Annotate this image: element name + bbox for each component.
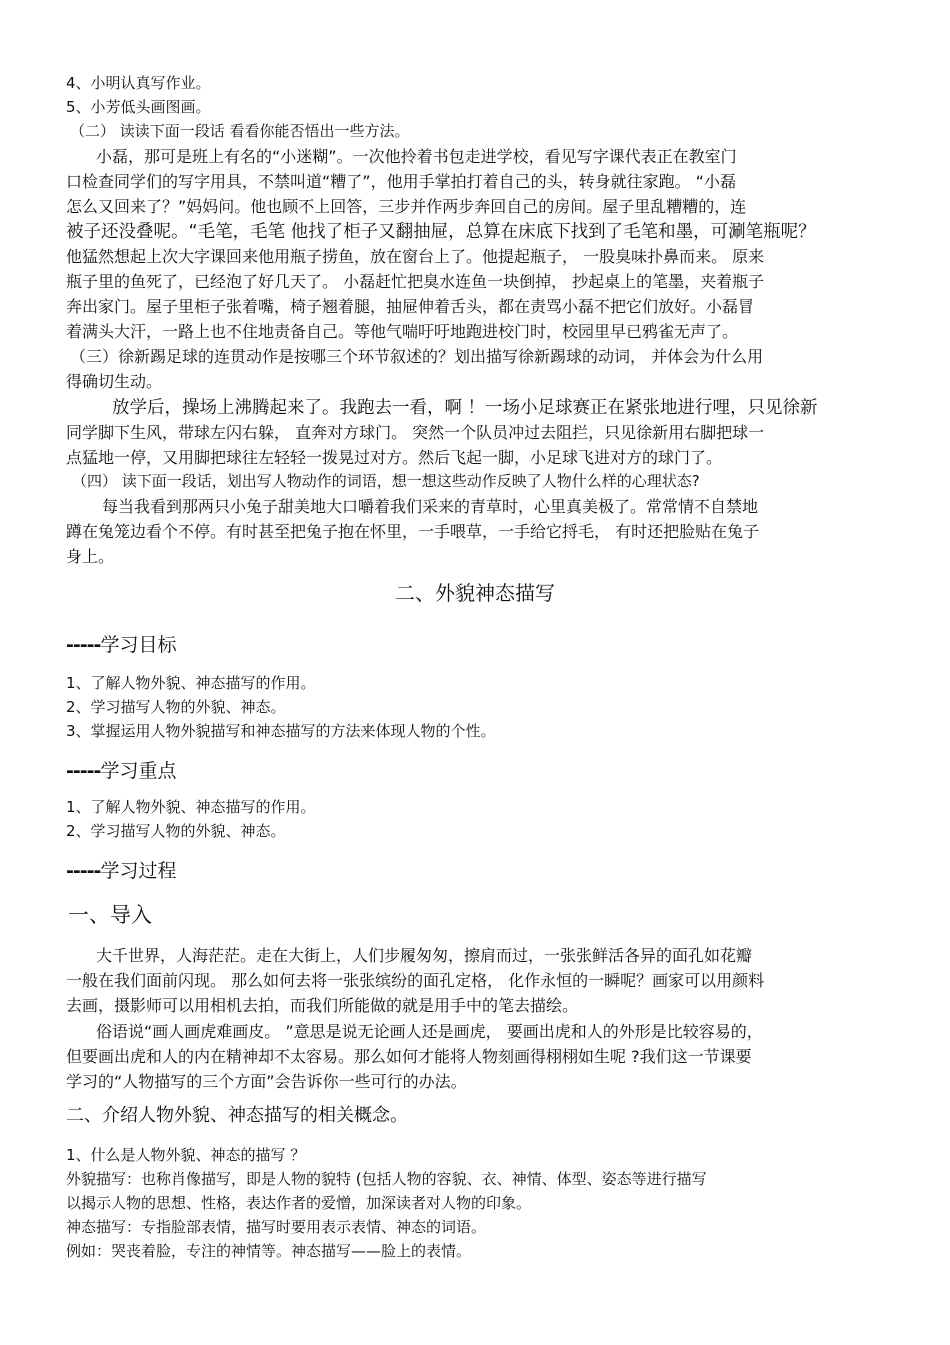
dash-prefix: ----- <box>66 760 101 782</box>
exercise-3-title-cont: 得确切生动。 <box>66 372 163 391</box>
concept-line: 神态描写：专指脸部表情，描写时要用表示表情、神态的词语。 <box>66 1218 487 1236</box>
intro-paragraph-line: 大千世界，人海茫茫。走在大街上，人们步履匆匆，擦肩而过，一张张鲜活各异的面孔如花瓣 <box>96 946 753 965</box>
exercise-2-title: （二） 读读下面一段话 看看你能否悟出一些方法。 <box>70 122 410 140</box>
dash-prefix: ----- <box>66 634 101 656</box>
intro-paragraph-line: 但要画出虎和人的内在精神却不太容易。那么如何才能将人物刻画得栩栩如生呢 ?我们这一节课要 <box>66 1047 752 1066</box>
learning-goals-label: 学习目标 <box>100 634 177 656</box>
process-heading <box>66 857 176 885</box>
intro-paragraph-line: 一般在我们面前闪现。 那么如何去将一张张缤纷的面孔定格， 化作永恒的一瞬呢？画家可以用颜料 <box>66 971 765 990</box>
exercise-2-paragraph-line: 怎么又回来了？”妈妈问。他也顾不上回答，三步并作两步奔回自己的房间。屋子里乱糟糟的，连 <box>66 197 747 216</box>
learning-goals-heading <box>66 631 176 659</box>
exercise-2-paragraph-line: 被子还没叠呢。“毛笔，毛笔 他找了柜子又翻抽屉，总算在床底下找到了毛笔和墨，可涮笔瓶呢？ <box>66 222 816 242</box>
goal-item: 1、了解人物外貌、神态描写的作用。 <box>66 674 316 692</box>
intro-paragraph-line: 学习的“人物描写的三个方面”会告诉你一些可行的办法。 <box>66 1072 467 1091</box>
intro-heading: 一、导入 <box>68 903 152 927</box>
key-item: 1、了解人物外貌、神态描写的作用。 <box>66 798 316 816</box>
intro-paragraph-line: 去画，摄影师可以用相机去拍，而我们所能做的就是用手中的笔去描绘。 <box>66 996 579 1015</box>
exercise-3-paragraph-line: 点猛地一停，又用脚把球往左轻轻一拨晃过对方。然后飞起一脚，小足球飞进对方的球门了。 <box>66 448 723 467</box>
exercise-4-paragraph-line: 蹲在兔笼边看个不停。有时甚至把兔子抱在怀里，一手喂草，一手给它捋毛， 有时还把脸贴在兔子 <box>66 522 760 541</box>
section-title: 二、外貌神态描写 <box>395 581 555 605</box>
list-item-4: 4、小明认真写作业。 <box>66 74 211 92</box>
goal-item: 2、学习描写人物的外貌、神态。 <box>66 698 286 716</box>
concept-line: 外貌描写：也称肖像描写，即是人物的貌特 (包括人物的容貌、衣、神情、体型、姿态等进行描写 <box>66 1170 707 1188</box>
exercise-2-paragraph-line: 瓶子里的鱼死了，已经泡了好几天了。 小磊赶忙把臭水连鱼一块倒掉， 抄起桌上的笔墨，夹着瓶子 <box>66 272 765 291</box>
exercise-4-title: （四） 读下面一段话，划出写人物动作的词语，想一想这些动作反映了人物什么样的心理状态? <box>72 472 700 490</box>
concept-line: 例如：哭丧着脸，专注的神情等。神态描写——脸上的表情。 <box>66 1242 472 1260</box>
list-item-5: 5、小芳低头画图画。 <box>66 98 211 116</box>
exercise-2-paragraph-line: 他猛然想起上次大字课回来他用瓶子捞鱼，放在窗台上了。他提起瓶子， 一股臭味扑鼻而来。 原来 <box>66 247 765 266</box>
intro-paragraph-line: 俗语说“画人画虎难画皮。 ”意思是说无论画人还是画虎， 要画出虎和人的外形是比较容易的， <box>96 1022 763 1041</box>
concepts-heading: 二、介绍人物外貌、神态描写的相关概念。 <box>66 1105 408 1126</box>
key-item: 2、学习描写人物的外貌、神态。 <box>66 822 286 840</box>
key-points-label: 学习重点 <box>100 760 177 782</box>
process-label: 学习过程 <box>100 860 177 882</box>
exercise-4-paragraph-line: 每当我看到那两只小兔子甜美地大口嚼着我们采来的青草时，心里真美极了。常常情不自禁地 <box>102 497 759 516</box>
exercise-2-paragraph-line: 奔出家门。屋子里柜子张着嘴，椅子翘着腿，抽屉伸着舌头，都在责骂小磊不把它们放好。小磊冒 <box>66 297 755 316</box>
exercise-3-paragraph-line: 同学脚下生风，带球左闪右躲， 直奔对方球门。 突然一个队员冲过去阻拦，只见徐新用右脚把球一 <box>66 423 765 442</box>
exercise-3-paragraph-line: 放学后，操场上沸腾起来了。我跑去一看，啊 ！一场小足球赛正在紧张地进行哩，只见徐新 <box>112 398 818 418</box>
exercise-4-paragraph-line: 身上。 <box>66 547 115 566</box>
concept-line: 1、什么是人物外貌、神态的描写 ？ <box>66 1146 306 1164</box>
exercise-3-title: （三）徐新踢足球的连贯动作是按哪三个环节叙述的？划出描写徐新踢球的动词， 并体会为什么用 <box>70 347 764 366</box>
concept-line: 以揭示人物的思想、性格，表达作者的爱憎，加深读者对人物的印象。 <box>66 1194 532 1212</box>
dash-prefix: ----- <box>66 860 101 882</box>
key-points-heading <box>66 757 176 785</box>
exercise-2-paragraph-line: 小磊，那可是班上有名的“小迷糊”。一次他拎着书包走进学校，看见写字课代表正在教室门 <box>96 147 737 166</box>
exercise-2-paragraph-line: 口检查同学们的写字用具，不禁叫道“糟了”，他用手掌拍打着自己的头，转身就往家跑。 “小磊 <box>66 172 736 191</box>
exercise-2-paragraph-line: 着满头大汗，一路上也不住地责备自己。等他气喘吁吁地跑进校门时，校园里早已鸦雀无声了。 <box>66 322 739 341</box>
goal-item: 3、掌握运用人物外貌描写和神态描写的方法来体现人物的个性。 <box>66 722 496 740</box>
